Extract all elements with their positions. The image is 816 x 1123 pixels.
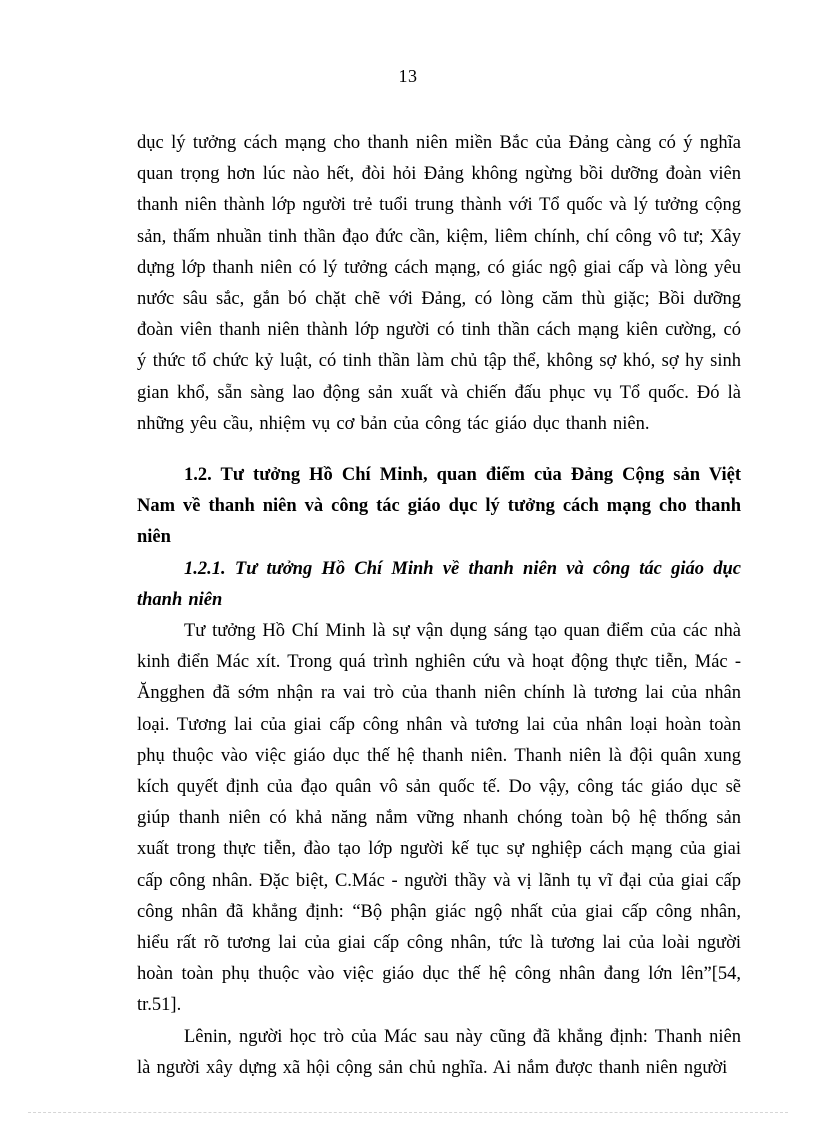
paragraph-lenin: Lênin, người học trò của Mác sau này cũng đã khẳng định: Thanh niên là người xây dựng xã hội cộng sản chủ nghĩa. Ai nắm được thanh niên người xyxy=(137,1026,741,1078)
page-bottom-rule xyxy=(28,1112,788,1113)
paragraph-continuation: dục lý tưởng cách mạng cho thanh niên miền Bắc của Đảng càng có ý nghĩa quan trọng hơn lúc nào hết, đòi hỏi Đảng không ngừng bồi dưỡng đoàn viên thanh niên thành lớp người trẻ tuổi trung thành với Tổ quốc và lý tưởng cộng sản, thấm nhuần tinh thần đạo đức cần, kiệm, liêm chính, chí công vô tư; Xây dựng lớp thanh niên có lý tưởng cách mạng, có giác ngộ giai cấp và lòng yêu nước sâu sắc, gắn bó chặt chẽ với Đảng, có lòng căm thù giặc; Bồi dưỡng đoàn viên thanh niên thành lớp người có tinh thần cách mạng kiên cường, có ý thức tổ chức kỷ luật, có tinh thần làm chủ tập thể, không sợ khó, sợ hy sinh gian khổ, sẵn sàng lao động sản xuất và chiến đấu phục vụ Tổ quốc. Đó là những yêu cầu, nhiệm vụ cơ bản của công tác giáo dục thanh niên. xyxy=(137,133,741,434)
page-body xyxy=(137,128,741,1084)
subsection-heading-1-2-1: 1.2.1. Tư tưởng Hồ Chí Minh về thanh niên và công tác giáo dục thanh niên xyxy=(137,558,741,610)
section-heading-1-2: 1.2. Tư tưởng Hồ Chí Minh, quan điểm của Đảng Cộng sản Việt Nam về thanh niên và công tác giáo dục lý tưởng cách mạng cho thanh niên xyxy=(137,465,741,548)
paragraph-ho-chi-minh-thought: Tư tưởng Hồ Chí Minh là sự vận dụng sáng tạo quan điểm của các nhà kinh điển Mác xít. Trong quá trình nghiên cứu và hoạt động thực tiễn, Mác - Ăngghen đã sớm nhận ra vai trò của thanh niên chính là tương lai của nhân loại. Tương lai của giai cấp công nhân và tương lai của nhân loại hoàn toàn phụ thuộc vào việc giáo dục thế hệ thanh niên. Thanh niên là đội quân xung kích quyết định của đạo quân vô sản quốc tế. Do vậy, công tác giáo dục sẽ giúp thanh niên có khả năng nắm vững nhanh chóng toàn bộ hệ thống sản xuất trong thực tiễn, đào tạo lớp người kế tục sự nghiệp cách mạng của giai cấp công nhân. Đặc biệt, C.Mác - người thầy và vị lãnh tụ vĩ đại của giai cấp công nhân đã khẳng định: “Bộ phận giác ngộ nhất của giai cấp công nhân, hiểu rất rõ tương lai của giai cấp công nhân, tức là tương lai của loài người hoàn toàn phụ thuộc vào việc giáo dục thế hệ công nhân đang lớn lên”[54, tr.51]. xyxy=(137,621,741,1016)
page-number: 13 xyxy=(398,66,418,86)
